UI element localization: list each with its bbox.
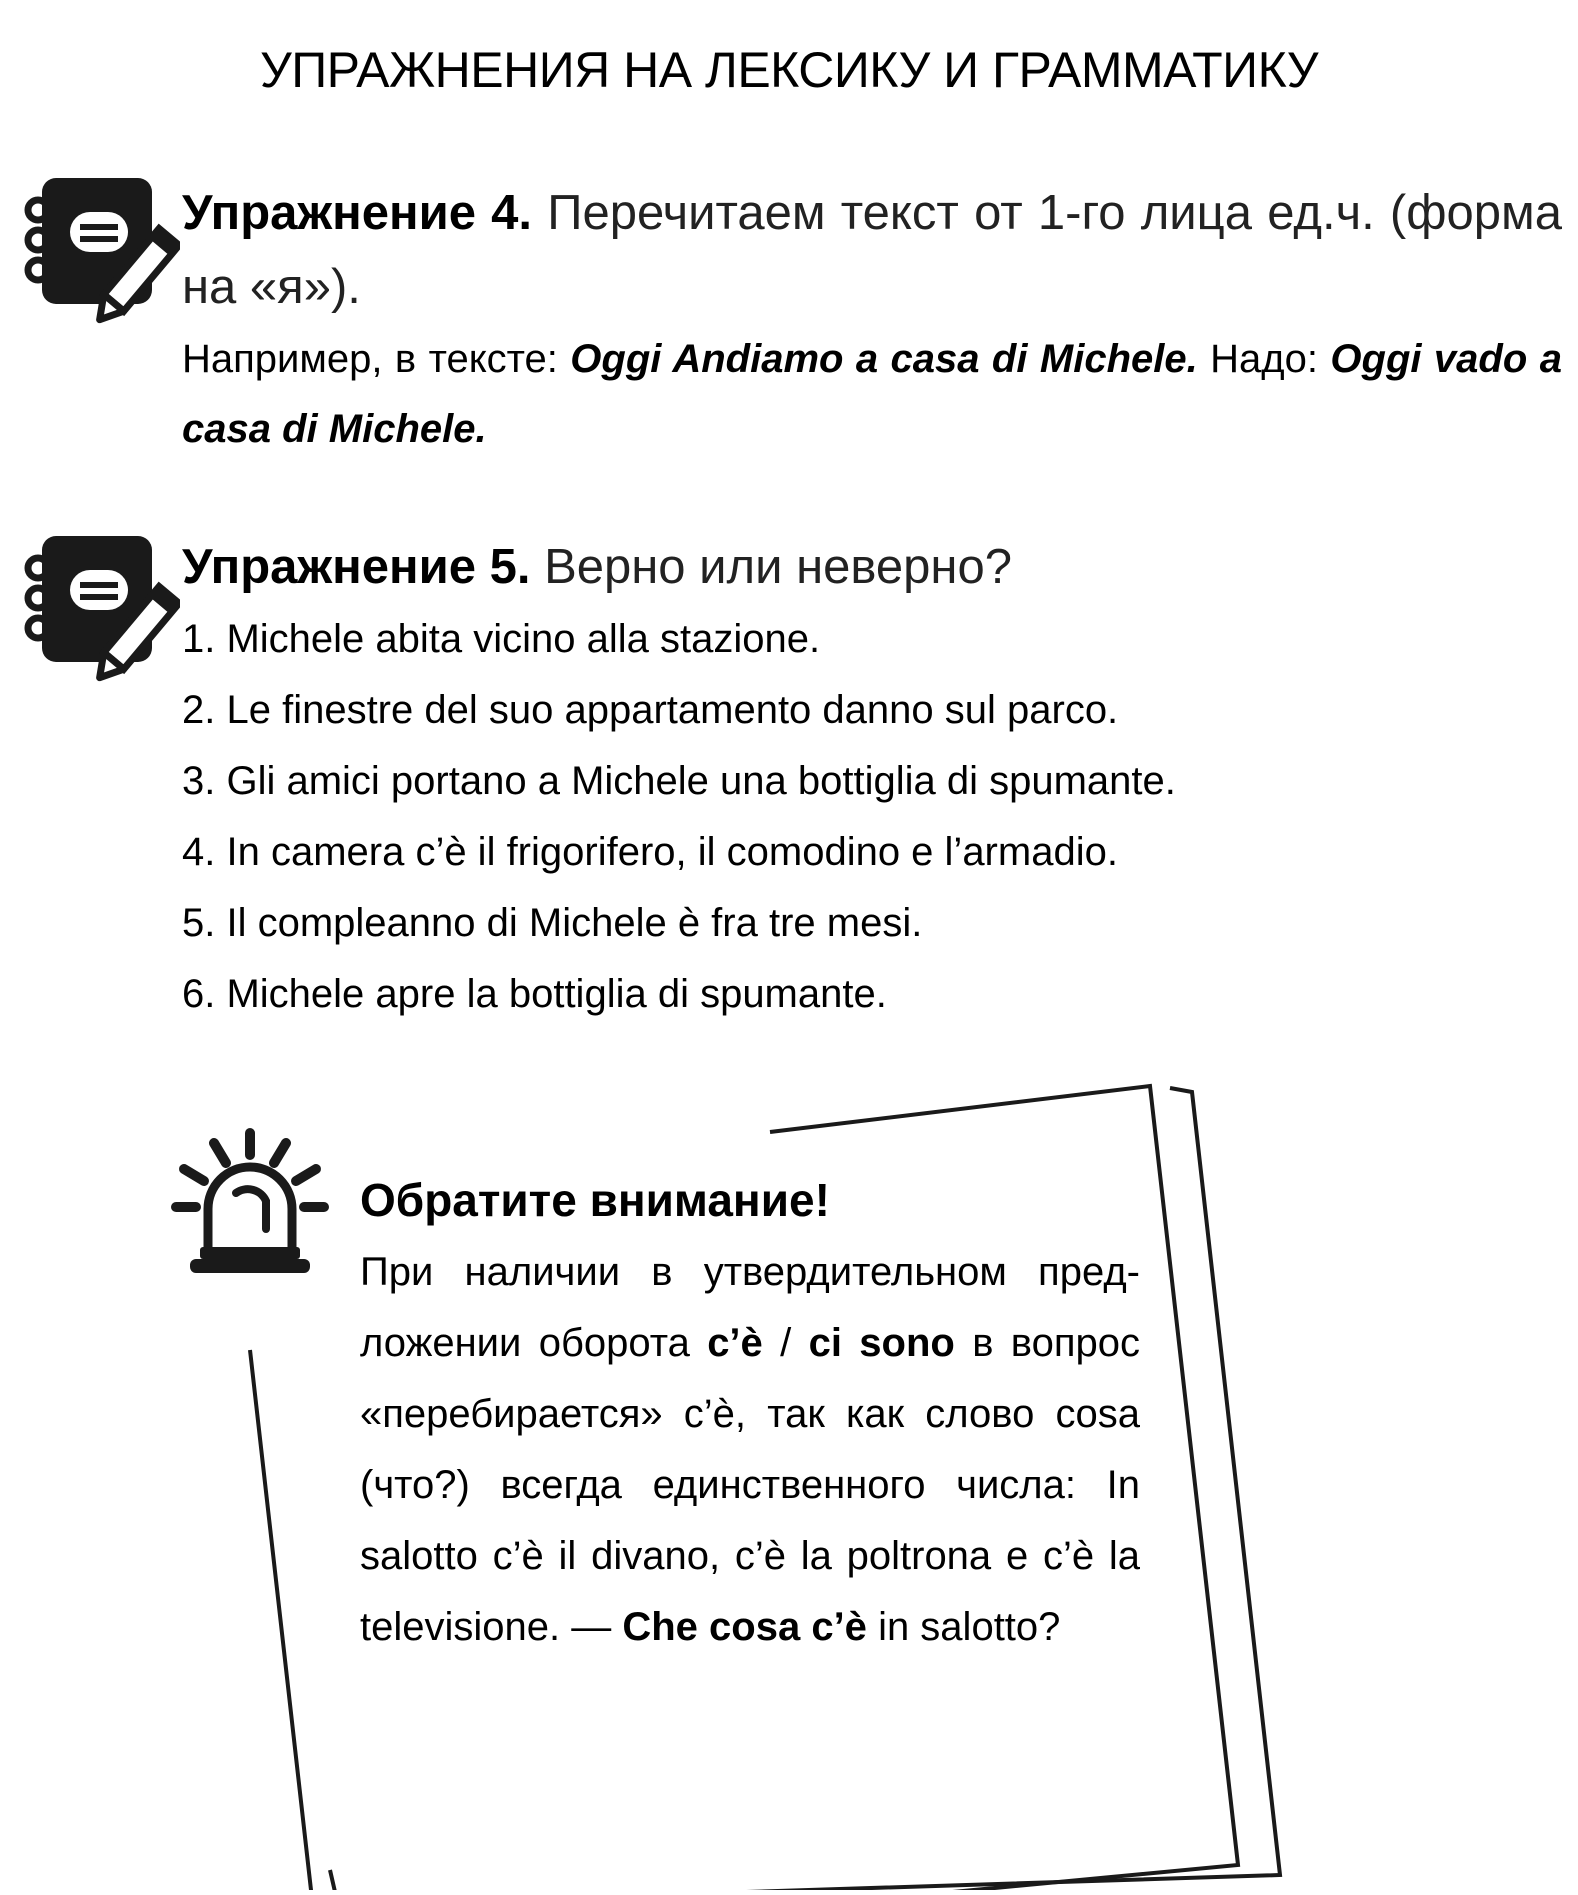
alarm-siren-icon — [170, 1125, 330, 1285]
list-item: 3. Gli amici portano a Michele una bottiglia di spumante. — [182, 759, 1176, 803]
exercise-4-label: Упражнение 4. — [182, 186, 533, 240]
note-bold-ce: c’è — [707, 1321, 763, 1365]
example-corrected: Oggi vado a casa di Michele. — [182, 337, 1562, 451]
list-item: 4. In camera c’è il frigorifero, il comodino e l’armadio. — [182, 830, 1118, 874]
exercise-5-instruction: Верно или неверно? — [544, 540, 1012, 594]
note-bold-ci-sono: ci sono — [808, 1321, 955, 1365]
example-need-label: Надо: — [1210, 337, 1318, 381]
list-item: 5. Il compleanno di Michele è fra tre mesi. — [182, 901, 923, 945]
notebook-pencil-icon — [20, 170, 180, 330]
notebook-pencil-icon — [20, 528, 180, 688]
list-item: 2. Le finestre del suo appartamento danno sul parco. — [182, 688, 1119, 732]
example-prefix: Например, в тексте: — [182, 337, 558, 381]
note-body — [360, 1237, 1140, 1663]
exercise-5-list — [182, 604, 1562, 1030]
note-slash: / — [780, 1321, 792, 1365]
exercise-4 — [182, 176, 1562, 464]
exercise-4-instruction: Перечитаем текст от 1-го лица ед.ч. (форма на «я»). — [182, 186, 1562, 314]
exercise-5-heading — [182, 530, 1562, 604]
note-box — [360, 1165, 1140, 1663]
exercise-5 — [182, 530, 1562, 1030]
note-text-part2: в вопрос «перебирается» c’è, так как слово cosa (что?) всегда единственного числа: In salotto c’è il divano, c’è la poltrona e c’è la televisione. — — [360, 1321, 1140, 1649]
page-title: УПРАЖНЕНИЯ НА ЛЕКСИКУ И ГРАММАТИКУ — [259, 42, 1319, 98]
example-original: Oggi Andiamo a casa di Michele. — [570, 337, 1198, 381]
exercise-4-heading — [182, 176, 1562, 324]
list-item: 1. Michele abita vicino alla stazione. — [182, 617, 821, 661]
note-bold-che-cosa: Che cosa c’è — [622, 1605, 867, 1649]
exercise-4-example — [182, 324, 1562, 464]
note-text-part1: При наличии в утвердительном предложении оборота — [360, 1250, 1140, 1365]
exercise-5-label: Упражнение 5. — [182, 540, 531, 594]
note-title: Обратите внимание! — [360, 1174, 830, 1226]
note-text-part3: in salotto? — [878, 1605, 1061, 1649]
list-item: 6. Michele apre la bottiglia di spumante. — [182, 972, 887, 1016]
